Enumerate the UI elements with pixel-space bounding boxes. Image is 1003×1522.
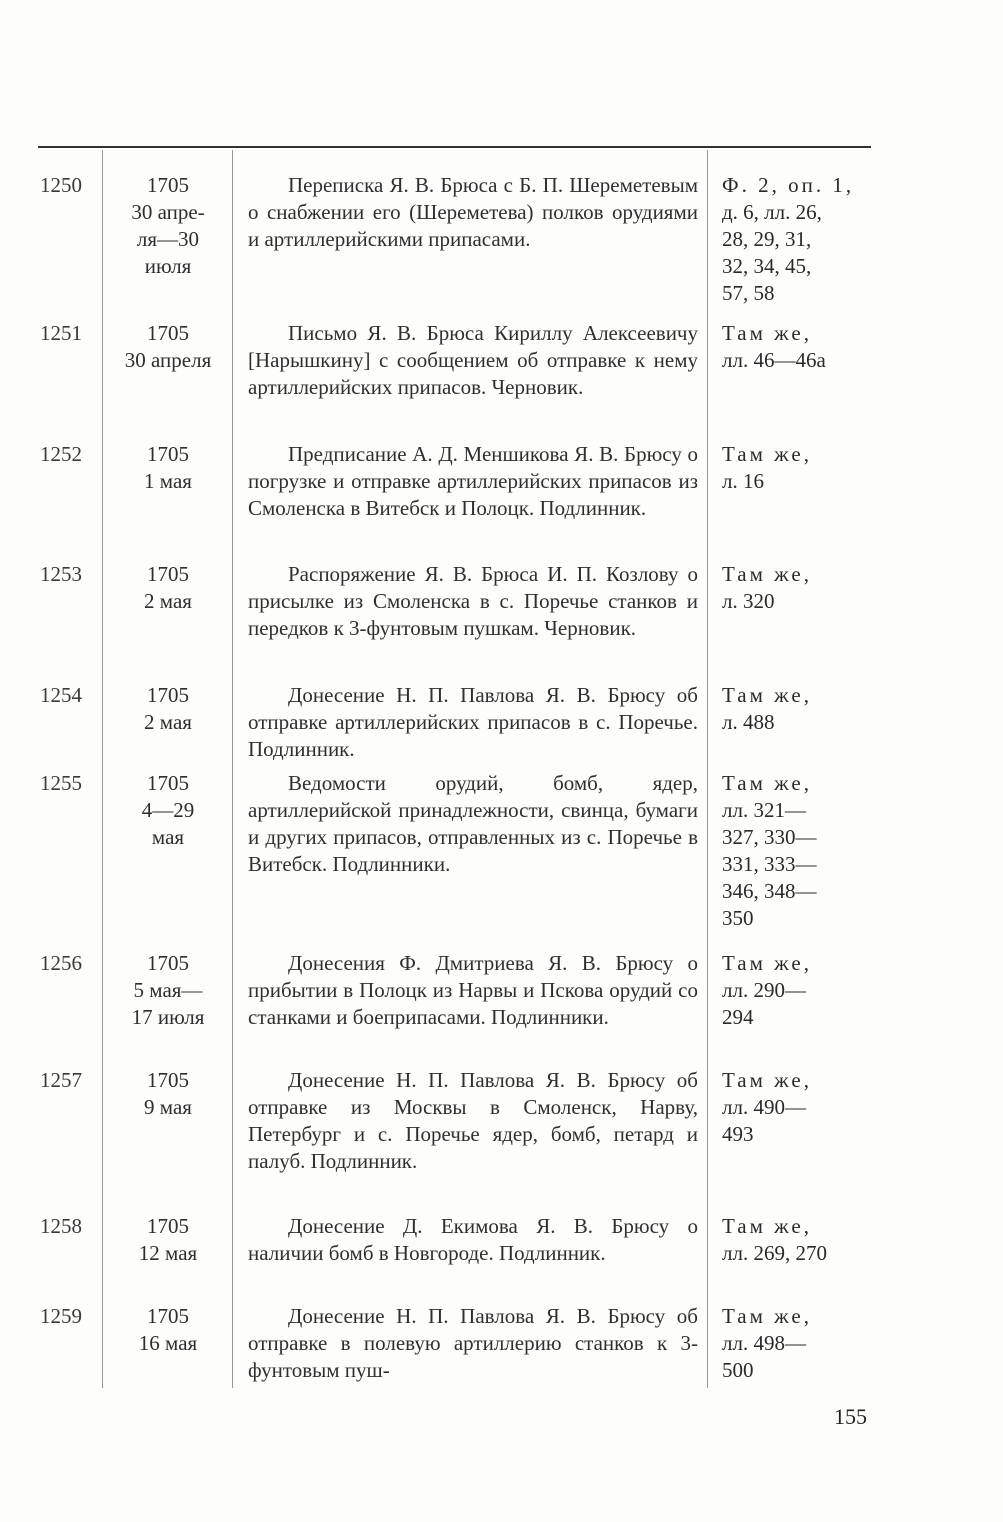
- entry-date-line: 12 мая: [138, 1241, 198, 1265]
- entry-description: Донесение Н. П. Павлова Я. В. Брюсу об отправке из Москвы в Смоленск, Нарву, Петербург и с. Поречье ядер, бомб, петард и палуб. Подлинник.: [248, 1068, 698, 1173]
- entry-number: 1250: [40, 173, 82, 197]
- entry-archive-reference: [722, 770, 882, 932]
- reference-sheets: лл. 290— 294: [722, 978, 806, 1029]
- reference-head: Там же,: [722, 562, 812, 586]
- reference-sheets: лл. 46—46а: [722, 348, 826, 372]
- entry-number: 1251: [40, 321, 82, 345]
- page-number: 155: [834, 1404, 867, 1429]
- entry-description: Ведомости орудий, бомб, ядер, артиллерийской принадлежности, свинца, бумаги и других припасов, отправленных из с. Поречье в Витебск. Подлинники.: [248, 771, 698, 876]
- entry-date-line: 1705: [147, 173, 189, 197]
- reference-sheets: лл. 490— 493: [722, 1095, 806, 1146]
- entry-description: Письмо Я. В. Брюса Кириллу Алексеевичу [Нарышкину] с сообщением об отправке к нему артиллерийских припасов. Черновик.: [248, 321, 698, 399]
- reference-head: Там же,: [722, 1304, 812, 1328]
- entry-date-line: 16 мая: [138, 1331, 198, 1355]
- entry-date-line: 1705: [147, 683, 189, 707]
- entry-description: Предписание А. Д. Меншикова Я. В. Брюсу о погрузке и отправке артиллерийских припасов из Смоленска в Витебск и Полоцк. Подлинник.: [248, 442, 698, 520]
- reference-sheets: лл. 321— 327, 330— 331, 333— 346, 348— 350: [722, 798, 817, 930]
- entry-date: [104, 172, 232, 280]
- reference-head: Там же,: [722, 442, 812, 466]
- entry-number: 1257: [40, 1068, 82, 1092]
- reference-sheets: л. 16: [722, 469, 764, 493]
- entry-number: 1258: [40, 1214, 82, 1238]
- entry-date-line: 1705: [147, 1068, 189, 1092]
- entry-archive-reference: [722, 682, 882, 736]
- entry-archive-reference: [722, 1213, 882, 1267]
- entry-date: [104, 1303, 232, 1357]
- entry-archive-reference: [722, 172, 882, 307]
- entry-archive-reference: [722, 1303, 882, 1384]
- entry-description: Донесение Д. Екимова Я. В. Брюсу о наличии бомб в Новгороде. Подлинник.: [248, 1214, 698, 1265]
- reference-sheets: лл. 269, 270: [722, 1241, 827, 1265]
- entry-date-line: 30 апре-: [131, 200, 205, 224]
- reference-sheets: л. 488: [722, 710, 775, 734]
- entry-number: 1256: [40, 951, 82, 975]
- entry-archive-reference: [722, 320, 882, 374]
- entry-date: [104, 1213, 232, 1267]
- entry-description: Переписка Я. В. Брюса с Б. П. Шереметевым о снабжении его (Шереметева) полков орудиями и артиллерийскими припасами.: [248, 173, 698, 251]
- entry-description: Распоряжение Я. В. Брюса И. П. Козлову о присылке из Смоленска в с. Поречье станков и передков к 3-фунтовым пушкам. Черновик.: [248, 562, 698, 640]
- entry-description: Донесения Ф. Дмитриева Я. В. Брюсу о прибытии в Полоцк из Нарвы и Пскова орудий со станками и боеприпасами. Подлинники.: [248, 951, 698, 1029]
- entry-date: [104, 441, 232, 495]
- entry-date-line: 9 мая: [144, 1095, 192, 1119]
- reference-head: Там же,: [722, 683, 812, 707]
- entry-date-line: 1705: [147, 442, 189, 466]
- reference-sheets: л. 320: [722, 589, 775, 613]
- entry-date-line: 2 мая: [144, 589, 192, 613]
- entry-number: 1252: [40, 442, 82, 466]
- entry-date-line: 17 июля: [131, 1005, 205, 1029]
- entry-number: 1253: [40, 562, 82, 586]
- entry-number: 1255: [40, 771, 82, 795]
- column-divider-number: [102, 150, 103, 1388]
- entry-archive-reference: [722, 561, 882, 615]
- entry-date-line: 2 мая: [144, 710, 192, 734]
- entry-date-line: 30 апреля: [124, 348, 212, 372]
- entry-date-line: мая: [151, 825, 185, 849]
- entry-date: [104, 320, 232, 374]
- entry-date-line: ля—30: [136, 227, 200, 251]
- entry-description: Донесение Н. П. Павлова Я. В. Брюсу об отправке артиллерийских припасов в с. Поречье. Подлинник.: [248, 683, 698, 761]
- entry-number: 1254: [40, 683, 82, 707]
- entry-date-line: 1705: [147, 951, 189, 975]
- entry-date: [104, 1067, 232, 1121]
- reference-sheets: лл. 498— 500: [722, 1331, 806, 1382]
- entry-date-line: 1705: [147, 771, 189, 795]
- reference-head: Там же,: [722, 951, 812, 975]
- entry-archive-reference: [722, 1067, 882, 1148]
- entry-date: [104, 682, 232, 736]
- entry-date-line: 5 мая—: [133, 978, 203, 1002]
- reference-head: Там же,: [722, 321, 812, 345]
- entry-date-line: 1705: [147, 1304, 189, 1328]
- entry-date: [104, 561, 232, 615]
- reference-sheets: д. 6, лл. 26, 28, 29, 31, 32, 34, 45, 57, 58: [722, 200, 822, 305]
- entry-date-line: июля: [144, 254, 192, 278]
- top-rule: [38, 146, 871, 148]
- entry-archive-reference: [722, 950, 882, 1031]
- reference-head: Там же,: [722, 1068, 812, 1092]
- entry-archive-reference: [722, 441, 882, 495]
- column-divider-description: [707, 150, 708, 1388]
- entry-date-line: 1705: [147, 562, 189, 586]
- entry-date: [104, 770, 232, 851]
- reference-head: Там же,: [722, 771, 812, 795]
- entry-description: Донесение Н. П. Павлова Я. В. Брюсу об отправке в полевую артиллерию станков к 3-фунтовым пуш-: [248, 1304, 698, 1382]
- entry-date-line: 1705: [147, 321, 189, 345]
- entry-date-line: 4—29: [141, 798, 195, 822]
- entry-date-line: 1 мая: [144, 469, 192, 493]
- column-divider-date: [232, 150, 233, 1388]
- entry-number: 1259: [40, 1304, 82, 1328]
- reference-head: Ф. 2, оп. 1,: [722, 173, 855, 197]
- entry-date-line: 1705: [147, 1214, 189, 1238]
- reference-head: Там же,: [722, 1214, 812, 1238]
- entry-date: [104, 950, 232, 1031]
